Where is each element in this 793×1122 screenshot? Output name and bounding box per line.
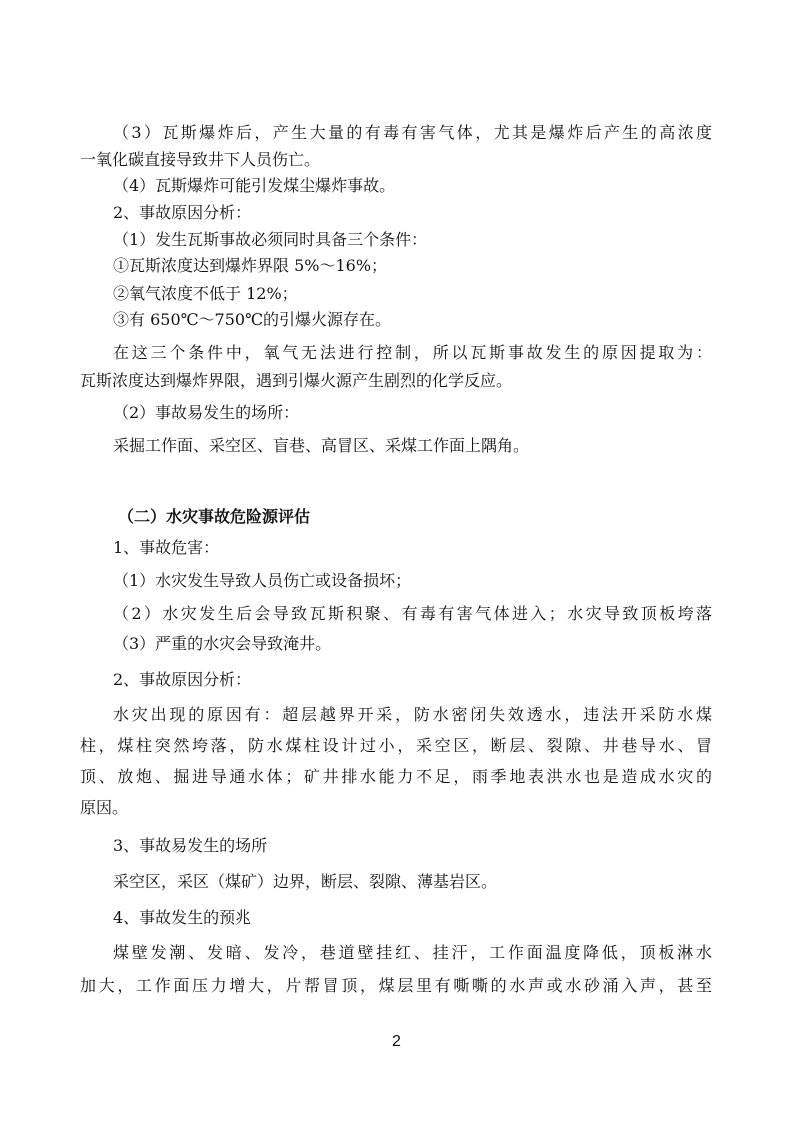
paragraph-line: 采空区，采区（煤矿）边界，断层、裂隙、薄基岩区。 [113, 872, 498, 891]
section-heading: 2、事故原因分析： [113, 670, 252, 689]
section-heading: 1、事故危害： [113, 538, 220, 557]
page-number: 2 [392, 1033, 401, 1050]
list-item: （1）水灾发生导致人员伤亡或设备损坏； [113, 571, 412, 590]
paragraph-line: （3）瓦斯爆炸后，产生大量的有毒有害气体，尤其是爆炸后产生的高浓度 [113, 123, 712, 142]
section-heading: 2、事故原因分析： [113, 203, 252, 222]
paragraph-line: 原因。 [80, 798, 129, 817]
paragraph-line: （4）瓦斯爆炸可能引发煤尘爆炸事故。 [113, 176, 396, 195]
paragraph-line: 瓦斯浓度达到爆炸界限，遇到引爆火源产生剧烈的化学反应。 [80, 371, 513, 390]
paragraph-line: 一氧化碳直接导致井下人员伤亡。 [80, 150, 321, 169]
list-item: ②氧气浓度不低于 12%； [113, 284, 298, 303]
section-heading: 3、事故易发生的场所 [113, 836, 268, 855]
list-item: ①瓦斯浓度达到爆炸界限 5%～16%； [113, 256, 388, 275]
paragraph-line: 柱，煤柱突然垮落，防水煤柱设计过小，采空区，断层、裂隙、井巷导水、冒 [80, 736, 712, 755]
list-item: （2）水灾发生后会导致瓦斯积聚、有毒有害气体进入；水灾导致顶板垮落 [113, 604, 712, 623]
paragraph-line: 采掘工作面、采空区、盲巷、高冒区、采煤工作面上隅角。 [113, 436, 530, 455]
list-item: （3）严重的水灾会导致淹井。 [113, 634, 332, 653]
paragraph-line: 水灾出现的原因有：超层越界开采，防水密闭失效透水，违法开采防水煤 [113, 705, 712, 724]
paragraph-line: （2）事故易发生的场所： [113, 403, 300, 422]
paragraph-line: 煤壁发潮、发暗、发冷，巷道壁挂红、挂汗，工作面温度降低，顶板淋水 [113, 943, 712, 962]
paragraph-line: 加大，工作面压力增大，片帮冒顶，煤层里有嘶嘶的水声或水砂涌入声，甚至 [80, 976, 712, 995]
paragraph-line: （1）发生瓦斯事故必须同时具备三个条件： [113, 230, 428, 249]
list-item: ③有 650℃～750℃的引爆火源存在。 [113, 310, 391, 329]
paragraph-line: 顶、放炮、掘进导通水体；矿井排水能力不足，雨季地表洪水也是造成水灾的 [80, 767, 712, 786]
section-heading: 4、事故发生的预兆 [113, 908, 252, 927]
paragraph-line: 在这三个条件中，氧气无法进行控制，所以瓦斯事故发生的原因提取为： [113, 343, 712, 362]
section-title: （二）水灾事故危险源评估 [118, 507, 311, 526]
